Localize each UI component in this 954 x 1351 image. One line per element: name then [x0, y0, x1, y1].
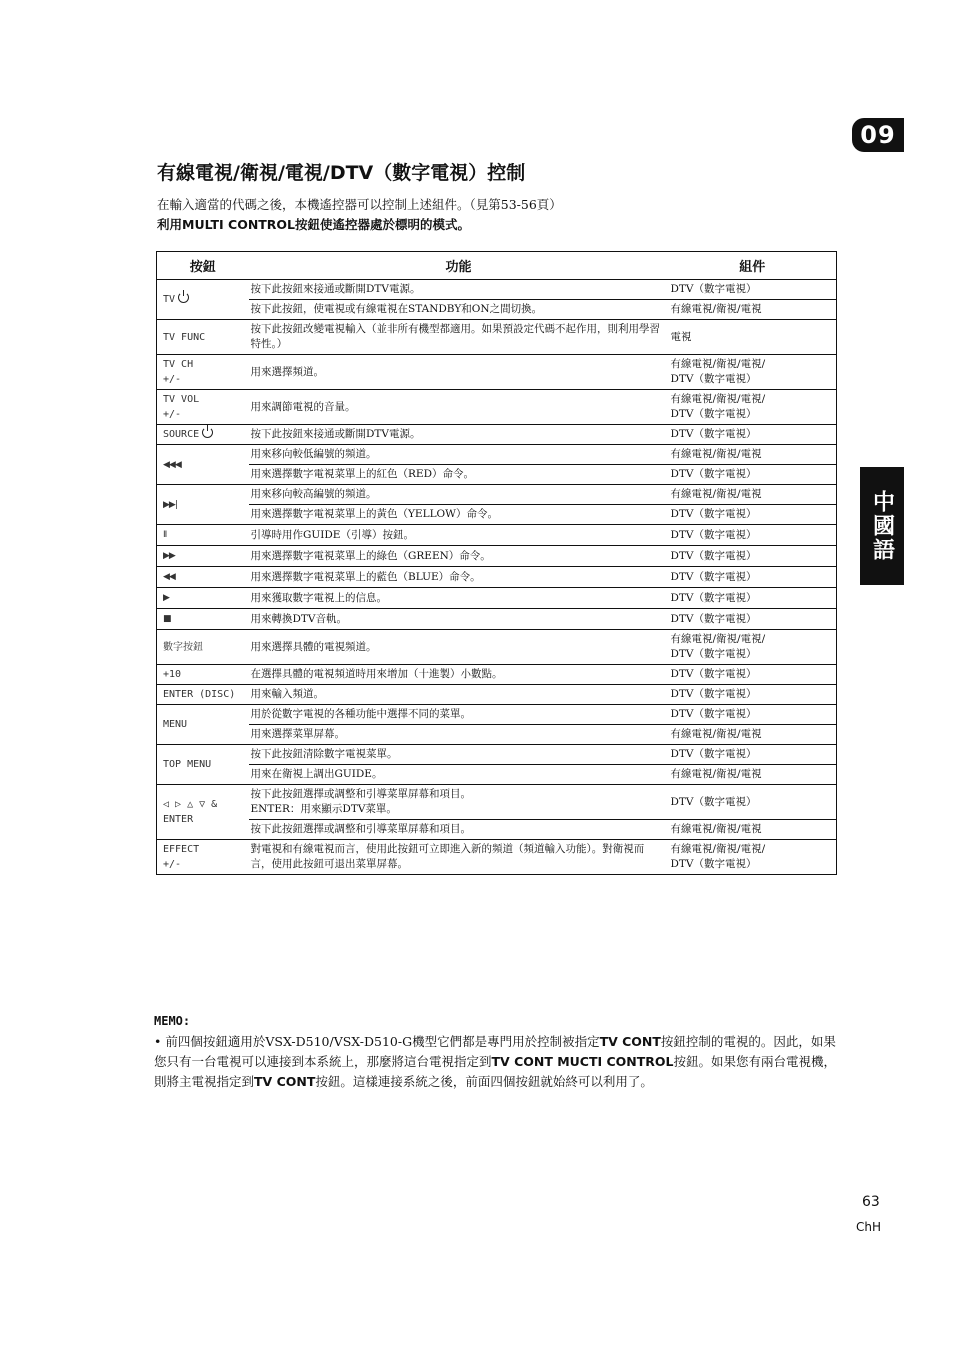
button-label: EFFECT — [163, 844, 200, 855]
table-row — [157, 300, 837, 320]
component-cell: DTV（數字電視） — [669, 665, 837, 685]
table-row — [157, 685, 837, 705]
memo-part: 按鈕。這樣連接系統之後，前面四個按鈕就始終可以利用了。 — [315, 1074, 653, 1089]
function-cell: 用來在衛視上調出GUIDE。 — [249, 765, 669, 785]
function-cell: 用來選擇數字電視菜單上的綠色（GREEN）命令。 — [249, 546, 669, 567]
page-number: 63 — [862, 1194, 880, 1210]
table-row — [157, 630, 837, 665]
memo-bold: TV CONT MUCTI CONTROL — [491, 1054, 674, 1069]
memo-part: 前四個按鈕適用於VSX-D510/VSX-D510-G機型它們都是專門用於控制被指定 — [165, 1034, 600, 1049]
function-cell: 用來選擇頻道。 — [249, 355, 669, 390]
component-cell: DTV（數字電視） — [669, 567, 837, 588]
function-cell: 按下此按鈕選擇或調整和引導菜單屏幕和項目。 ENTER：用來顯示DTV菜單。 — [249, 785, 669, 820]
intro-line-1: 在輸入適當的代碼之後，本機遙控器可以控制上述組件。（見第53-56頁） — [157, 197, 562, 212]
button-label: TV FUNC — [163, 331, 206, 343]
table-row — [157, 465, 837, 485]
page-title: 有線電視/衛視/電視/DTV（數字電視）控制 — [157, 162, 526, 184]
memo-bold: TV CONT — [599, 1034, 661, 1049]
function-cell: 用來調節電視的音量。 — [249, 390, 669, 425]
table-row — [157, 355, 837, 390]
function-cell: 按下此按鈕，使電視或有線電視在STANDBY和ON之間切換。 — [249, 300, 669, 320]
table-row — [157, 820, 837, 840]
component-cell: DTV（數字電視） — [669, 588, 837, 609]
table-row — [157, 525, 837, 546]
button-cell — [157, 665, 249, 685]
button-label: SOURCE — [163, 429, 200, 440]
page-code: ChH — [856, 1220, 882, 1234]
table-row — [157, 588, 837, 609]
component-cell: DTV（數字電視） — [669, 609, 837, 630]
table-row — [157, 280, 837, 300]
component-cell: DTV（數字電視） — [669, 745, 837, 765]
button-label: +/- — [163, 409, 182, 420]
intro-line-2: 利用MULTI CONTROL按鈕使遙控器處於標明的模式。 — [157, 217, 471, 232]
table-row — [157, 320, 837, 355]
function-cell: 用來移向較高編號的頻道。 — [249, 485, 669, 505]
skip-forward-icon: ▶▶| — [163, 499, 177, 510]
table-row — [157, 425, 837, 445]
button-label: ENTER — [163, 814, 194, 825]
language-tab: 中國語 — [860, 467, 904, 585]
button-cell — [157, 609, 249, 630]
memo-part: 按鈕控制的電視的。因此，如果您只有一台電視可以連接到本系統上，那麼將這台電視指定到 — [154, 1034, 836, 1069]
function-cell: 按下此按鈕來接通或斷開DTV電源。 — [249, 425, 669, 445]
table-row — [157, 840, 837, 875]
stop-icon: ■ — [163, 614, 171, 624]
function-cell: 用於從數字電視的各種功能中選擇不同的菜單。 — [249, 705, 669, 725]
function-cell: 用來選擇菜單屏幕。 — [249, 725, 669, 745]
button-cell — [157, 630, 249, 665]
component-cell: 有線電視/衛視/電視 — [669, 765, 837, 785]
fast-forward-icon: ▶▶ — [163, 551, 175, 561]
button-cell — [157, 840, 249, 875]
function-cell: 用來輸入頻道。 — [249, 685, 669, 705]
memo-bullet: • — [154, 1034, 162, 1049]
button-label: +10 — [163, 669, 182, 680]
function-cell: 用來獲取數字電視上的信息。 — [249, 588, 669, 609]
table-header-row — [157, 252, 837, 280]
function-cell: 按下此按鈕改變電視輸入（並非所有機型都適用。如果預設定代碼不起作用，則利用學習特性。） — [249, 320, 669, 355]
function-cell: 對電視和有線電視而言，使用此按鈕可立即進入新的頻道（頻道輸入功能）。對衛視而言，使用此按鈕可退出菜單屏幕。 — [249, 840, 669, 875]
component-cell: 有線電視/衛視/電視/ DTV（數字電視） — [669, 355, 837, 390]
component-cell: DTV（數字電視） — [669, 785, 837, 820]
button-cell — [157, 280, 249, 320]
component-cell: 有線電視/衛視/電視/ DTV（數字電視） — [669, 840, 837, 875]
play-icon: ▶ — [163, 593, 169, 603]
table-row — [157, 390, 837, 425]
button-cell — [157, 320, 249, 355]
function-cell: 按下此按鈕清除數字電視菜單。 — [249, 745, 669, 765]
memo-part: 按鈕。如果您有兩台電視機，則將主電視指定到 — [154, 1054, 837, 1089]
component-cell: 有線電視/衛視/電視 — [669, 820, 837, 840]
button-label: +/- — [163, 859, 182, 870]
header-button: 按鈕 — [157, 252, 249, 280]
button-label: 數字按鈕 — [163, 641, 203, 653]
function-cell: 用來選擇數字電視菜單上的黃色（YELLOW）命令。 — [249, 505, 669, 525]
header-component: 組件 — [669, 252, 837, 280]
skip-back-icon: ◀◀◀ — [163, 459, 181, 470]
table-row — [157, 705, 837, 725]
component-cell: 有線電視/衛視/電視/ DTV（數字電視） — [669, 630, 837, 665]
component-cell: DTV（數字電視） — [669, 280, 837, 300]
function-cell: 用來選擇具體的電視頻道。 — [249, 630, 669, 665]
table-row — [157, 665, 837, 685]
component-cell: 有線電視/衛視/電視 — [669, 300, 837, 320]
button-label: +/- — [163, 374, 182, 385]
button-label: MENU — [163, 719, 188, 730]
function-cell: 按下此按鈕選擇或調整和引導菜單屏幕和項目。 — [249, 820, 669, 840]
memo-text — [154, 1032, 838, 1092]
button-cell — [157, 685, 249, 705]
table-row — [157, 485, 837, 505]
function-cell: 用來移向較低編號的頻道。 — [249, 445, 669, 465]
function-cell: 在選擇具體的電視頻道時用來增加（十進製）小數點。 — [249, 665, 669, 685]
button-cell — [157, 390, 249, 425]
function-cell: 引導時用作GUIDE（引導）按鈕。 — [249, 525, 669, 546]
button-cell — [157, 546, 249, 567]
component-cell: DTV（數字電視） — [669, 546, 837, 567]
component-cell: 電視 — [669, 320, 837, 355]
table-row — [157, 546, 837, 567]
table-row — [157, 609, 837, 630]
table-row — [157, 765, 837, 785]
button-label: TV CH — [163, 359, 194, 370]
table-body — [157, 280, 837, 875]
button-cell — [157, 425, 249, 445]
table-row — [157, 785, 837, 820]
button-cell — [157, 567, 249, 588]
memo-heading: MEMO: — [154, 1014, 191, 1028]
pause-icon: II — [163, 530, 167, 540]
button-label: ENTER (DISC) — [163, 689, 236, 700]
button-label: ◁ ▷ △ ▽ & — [163, 799, 218, 810]
function-cell: 按下此按鈕來接通或斷開DTV電源。 — [249, 280, 669, 300]
component-cell: DTV（數字電視） — [669, 705, 837, 725]
power-icon — [202, 427, 213, 438]
component-cell: 有線電視/衛視/電視 — [669, 725, 837, 745]
table-row — [157, 505, 837, 525]
button-cell — [157, 445, 249, 485]
button-cell — [157, 745, 249, 785]
component-cell: DTV（數字電視） — [669, 525, 837, 546]
power-icon — [178, 292, 189, 303]
button-cell — [157, 588, 249, 609]
component-cell: DTV（數字電視） — [669, 685, 837, 705]
function-cell: 用來選擇數字電視菜單上的藍色（BLUE）命令。 — [249, 567, 669, 588]
component-cell: 有線電視/衛視/電視/ DTV（數字電視） — [669, 390, 837, 425]
function-table — [156, 251, 837, 875]
function-cell: 用來轉換DTV音軌。 — [249, 609, 669, 630]
button-cell — [157, 485, 249, 525]
button-cell — [157, 785, 249, 840]
table-row — [157, 567, 837, 588]
component-cell: 有線電視/衛視/電視 — [669, 445, 837, 465]
button-label: TV — [163, 294, 176, 305]
chapter-tab: 09 — [852, 118, 904, 152]
component-cell: DTV（數字電視） — [669, 465, 837, 485]
component-cell: DTV（數字電視） — [669, 505, 837, 525]
button-label: TOP MENU — [163, 759, 212, 770]
button-cell — [157, 355, 249, 390]
component-cell: 有線電視/衛視/電視 — [669, 485, 837, 505]
header-function: 功能 — [249, 252, 669, 280]
table-row — [157, 745, 837, 765]
button-label: TV VOL — [163, 394, 200, 405]
component-cell: DTV（數字電視） — [669, 425, 837, 445]
memo-bold: TV CONT — [254, 1074, 316, 1089]
button-cell — [157, 705, 249, 745]
table-row — [157, 445, 837, 465]
function-cell: 用來選擇數字電視菜單上的紅色（RED）命令。 — [249, 465, 669, 485]
table-row — [157, 725, 837, 745]
rewind-icon: ◀◀ — [163, 572, 175, 582]
button-cell — [157, 525, 249, 546]
